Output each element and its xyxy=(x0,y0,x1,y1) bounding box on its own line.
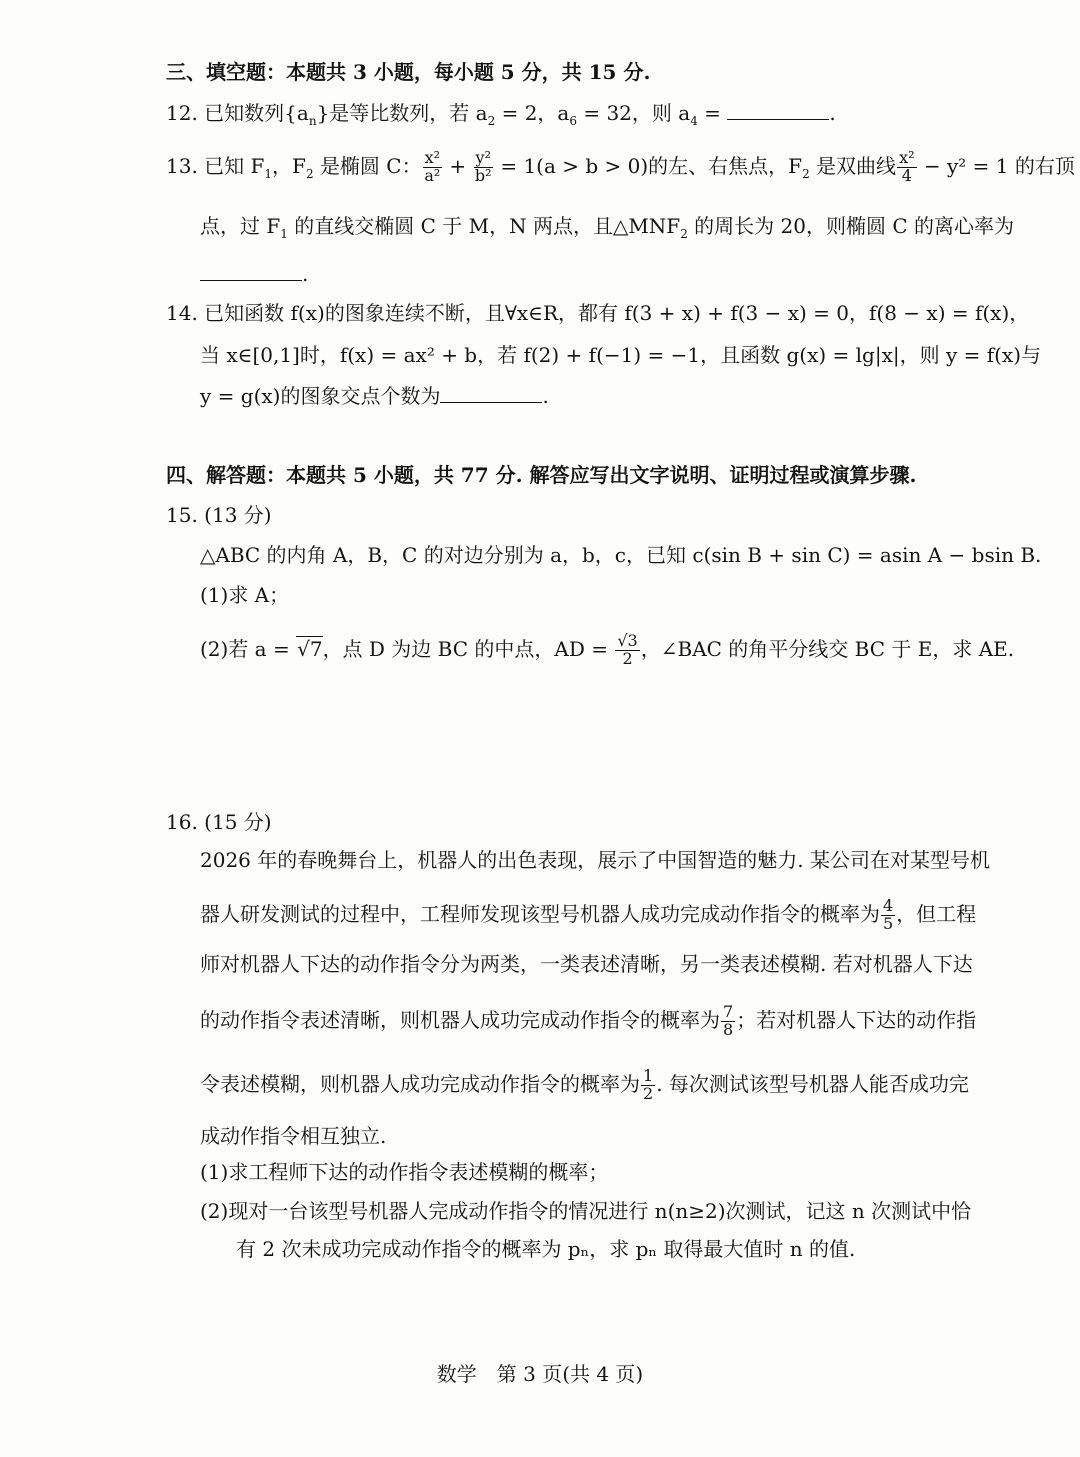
q12-text: 已知数列$\{a_n\}$是等比数列，若 $a_2 = 2$，$a_6 = 32$，则 $a_4$ = xyxy=(204,101,728,128)
question-13-line1: 13. 已知 $F_1$，$F_2$ 是椭圆 C： $\frac{\text{x²}}{\text{a²}}$ + $\frac{\text{y²}}{\text{b²}}$ = 1(a > b > 0)的左、右焦点，$F_2$ 是双曲线 $\frac{\text{x²}}{4}$ − y² = 1 的右顶 xyxy=(166,148,1075,185)
question-15-header: 15. (13 分) xyxy=(166,503,272,527)
q12-number: 12. xyxy=(166,101,198,125)
question-16-part2-line2: 有 2 次未成功完成动作指令的概率为 pₙ，求 pₙ 取得最大值时 n 的值. xyxy=(236,1237,856,1261)
fraction-7-8: $\frac{7}{8}$ xyxy=(723,1002,734,1039)
q13-number: 13. xyxy=(166,153,198,178)
question-15-part1: (1)求 A； xyxy=(200,583,290,607)
page-footer: 数学 第 3 页(共 4 页) xyxy=(436,1362,644,1386)
q12-answer-blank xyxy=(727,119,829,120)
fraction-4-5: $\frac{4}{5}$ xyxy=(883,896,894,933)
section3-heading: 三、填空题：本题共 3 小题，每小题 5 分，共 15 分. xyxy=(166,60,651,84)
question-14-line1: 14. 已知函数 f(x)的图象连续不断，且∀x∈R，都有 f(3 + x) + f(3 − x) = 0，f(8 − x) = f(x)， xyxy=(166,301,1030,325)
question-15-part2: (2)若 a = √7，点 D 为边 BC 的中点，AD = $\frac{√3}{2}$ ，∠BAC 的角平分线交 BC 于 E，求 AE. xyxy=(200,631,1015,668)
question-16-part1: (1)求工程师下达的动作指令表述模糊的概率； xyxy=(200,1160,609,1184)
ellipse-x-fraction: $\frac{\text{x²}}{\text{a²}}$ xyxy=(424,148,441,185)
hyperbola-fraction: $\frac{\text{x²}}{4}$ xyxy=(899,148,915,185)
question-16-header: 16. (15 分) xyxy=(166,810,272,834)
question-14-line2: 当 x∈[0,1]时，f(x) = ax² + b，若 f(2) + f(−1) = −1，且函数 g(x) = lg|x|，则 y = f(x)与 xyxy=(200,343,1042,367)
q14-number: 14. xyxy=(166,301,198,325)
question-16-part2-line1: (2)现对一台该型号机器人完成动作指令的情况进行 n(n≥2)次测试，记这 n 次测试中恰 xyxy=(200,1199,972,1223)
question-13-line3: . xyxy=(0,264,1080,284)
question-16-line6: 成动作指令相互独立. xyxy=(200,1124,387,1148)
question-16-line5: 令表述模糊，则机器人成功完成动作指令的概率为 $\frac{1}{2}$ . 每次测试该型号机器人能否成功完 xyxy=(200,1066,969,1103)
q14-answer-blank xyxy=(440,402,542,403)
ellipse-y-fraction: $\frac{\text{y²}}{\text{b²}}$ xyxy=(474,148,492,185)
question-14-line3: y = g(x)的图象交点个数为 . xyxy=(200,384,549,408)
ad-fraction: $\frac{√3}{2}$ xyxy=(617,631,638,668)
question-12: 12. 已知数列$\{a_n\}$是等比数列，若 $a_2 = 2$，$a_6 = 32$，则 $a_4$ = . xyxy=(166,101,836,128)
section4-heading: 四、解答题：本题共 5 小题，共 77 分. 解答应写出文字说明、证明过程或演算步骤. xyxy=(166,463,917,487)
question-13-line2: 点，过 $F_1$ 的直线交椭圆 C 于 M，N 两点，且$\triangle MNF_2$ 的周长为 20，则椭圆 C 的离心率为 xyxy=(200,214,1015,241)
question-16-line3: 师对机器人下达的动作指令分为两类，一类表述清晰，另一类表述模糊. 若对机器人下达 xyxy=(200,952,973,976)
question-16-line4: 的动作指令表述清晰，则机器人成功完成动作指令的概率为 $\frac{7}{8}$ ；若对机器人下达的动作指 xyxy=(200,1002,977,1039)
question-15-stem: △ABC 的内角 A，B，C 的对边分别为 a，b，c，已知 c(sin B + sin C) = asin A − bsin B. xyxy=(200,543,1042,567)
question-16-line2: 器人研发测试的过程中，工程师发现该型号机器人成功完成动作指令的概率为 $\frac{4}{5}$ ，但工程 xyxy=(200,896,977,933)
q13-answer-blank xyxy=(200,280,302,281)
fraction-1-2: $\frac{1}{2}$ xyxy=(643,1066,654,1103)
question-16-line1: 2026 年的春晚舞台上，机器人的出色表现，展示了中国智造的魅力. 某公司在对某型号机 xyxy=(200,848,990,872)
